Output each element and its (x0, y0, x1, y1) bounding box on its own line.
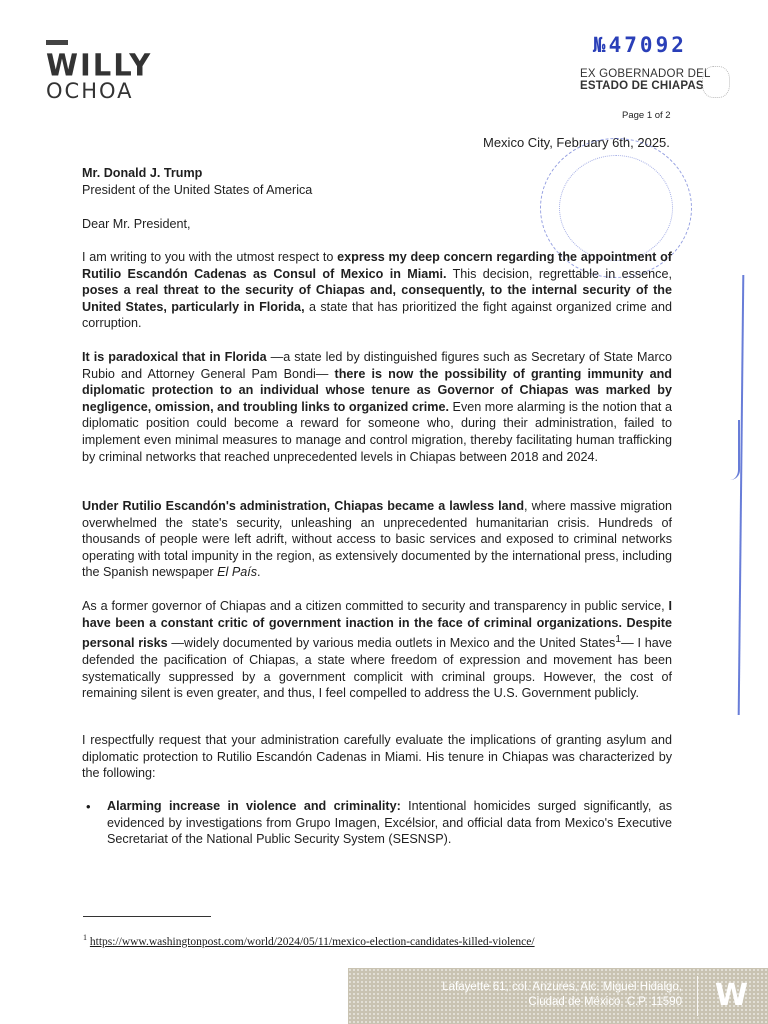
coat-of-arms-icon (702, 66, 730, 98)
footnote-number: 1 (83, 933, 87, 942)
addressee-title: President of the United States of America (82, 182, 313, 197)
paragraph-5: I respectfully request that your administration carefully evaluate the implications of granting asylum and diplomatic protection to Rutilio Escandón Cadenas in Miami. His tenure in Chiapas was characterized by the following: (82, 733, 672, 781)
document-number: №47092 (593, 33, 687, 57)
p4-bold-b: I have been a constant critic of government inaction in the face of criminal organizations. Despite personal risks (82, 599, 672, 651)
p3-text-d: . (257, 565, 261, 580)
office-title (580, 68, 711, 92)
p3-text-b: , where massive migration overwhelmed the state's security, unleashing an unprecedented humanitarian crisis. Hundreds of thousands of people were left adrift, without access to basic services and exposed to criminal networks operating with total impunity in the region, as extensively documented by the international press, including the Spanish newspaper (82, 499, 672, 580)
footer-address-line1: Lafayette 61, col. Anzures, Alc. Miguel Hidalgo, (442, 981, 682, 993)
office-title-line1: EX GOBERNADOR DEL (580, 68, 711, 80)
handwritten-margin-hook (726, 420, 740, 480)
p3-bold-a: Under Rutilio Escandón's administration, Chiapas became a lawless land (82, 499, 525, 513)
bullet-item (107, 798, 672, 848)
footer-address-line2: Ciudad de México. C.P. 11590 (528, 996, 682, 1008)
p2-text-b: —a state led by distinguished figures such as Secretary of State Marco Rubio and Attorney General Pam Bondi— (82, 350, 672, 381)
letter-date: Mexico City, February 6th, 2025. (483, 135, 670, 150)
paragraph-2 (82, 349, 672, 465)
p4-text-c: —widely documented by various media outlets in Mexico and the United States (167, 636, 616, 651)
p4-text-a: As a former governor of Chiapas and a citizen committed to security and transparency in public service, (82, 599, 669, 613)
willy-ochoa-logo (46, 40, 152, 103)
bullet-item-heading: Alarming increase in violence and criminality: (107, 799, 401, 813)
logo-top-text: WILLY (46, 47, 153, 83)
p2-text-d: Even more alarming is the notion that a diplomatic position could become a reward for someone who, during their administration, failed to implement even minimal measures to manage and control migration, thereby facilitating human trafficking by criminal networks that reached unprecedented levels in Chiapas between 2018 and 2024. (82, 399, 672, 464)
footnote (83, 933, 535, 948)
footer-logo-mark: W (714, 978, 748, 1013)
paragraph-1 (82, 249, 672, 332)
salutation: Dear Mr. President, (82, 217, 191, 231)
p2-bold-a: It is paradoxical that in Florida (82, 350, 267, 364)
p3-newspaper-name: El País (217, 565, 258, 580)
bullet-item-text: Intentional homicides surged significantly, as evidenced by investigations from Grupo Imagen, Excélsior, and official data from Mexico's Executive Secretariat of the National Public Security System (SESNSP). (107, 799, 673, 847)
footnote-divider (83, 916, 211, 917)
addressee-block (82, 165, 672, 198)
footnote-reference: 1 (615, 633, 622, 646)
p1-text-a: I am writing to you with the utmost respect to (82, 250, 338, 264)
footer-band (348, 968, 768, 1024)
office-title-line2: ESTADO DE CHIAPAS (580, 80, 704, 92)
page-number: Page 1 of 2 (622, 110, 671, 121)
footer-address (442, 980, 682, 1010)
paragraph-3 (82, 498, 672, 581)
p1-text-e: a state that has prioritized the fight against organized crime and corruption. (82, 299, 673, 331)
logo-bottom-text: OCHOA (46, 79, 134, 103)
handwritten-margin-line (738, 275, 745, 715)
footer-divider (697, 976, 698, 1016)
p4-text-d: — I have defended the pacification of Chiapas, a state where freedom of expression and movement has been systematically suppressed by a government complicit with criminal groups. However, the cost of remaining silent is even greater, and thus, I feel compelled to address the U.S. Government publicly. (82, 636, 673, 701)
p1-text-c: This decision, regrettable in essence, (446, 266, 672, 281)
logo-mark (46, 40, 68, 45)
paragraph-4 (82, 598, 672, 702)
p2-bold-c: there is now the possibility of granting immunity and diplomatic protection to an individual whose tenure as Governor of Chiapas was marked by negligence, omission, and troubling links to organized crime. (82, 366, 673, 414)
addressee-name: Mr. Donald J. Trump (82, 166, 203, 180)
bullet-icon: • (86, 799, 91, 814)
p1-bold-b: express my deep concern regarding the appointment of Rutilio Escandón Cadenas as Consul of Mexico in Miami. (82, 250, 672, 281)
footnote-link[interactable]: https://www.washingtonpost.com/world/2024/05/11/mexico-election-candidates-killed-violence/ (89, 935, 535, 948)
p1-bold-d: poses a real threat to the security of Chiapas and, consequently, to the internal security of the United States, particularly in Florida, (82, 283, 672, 314)
